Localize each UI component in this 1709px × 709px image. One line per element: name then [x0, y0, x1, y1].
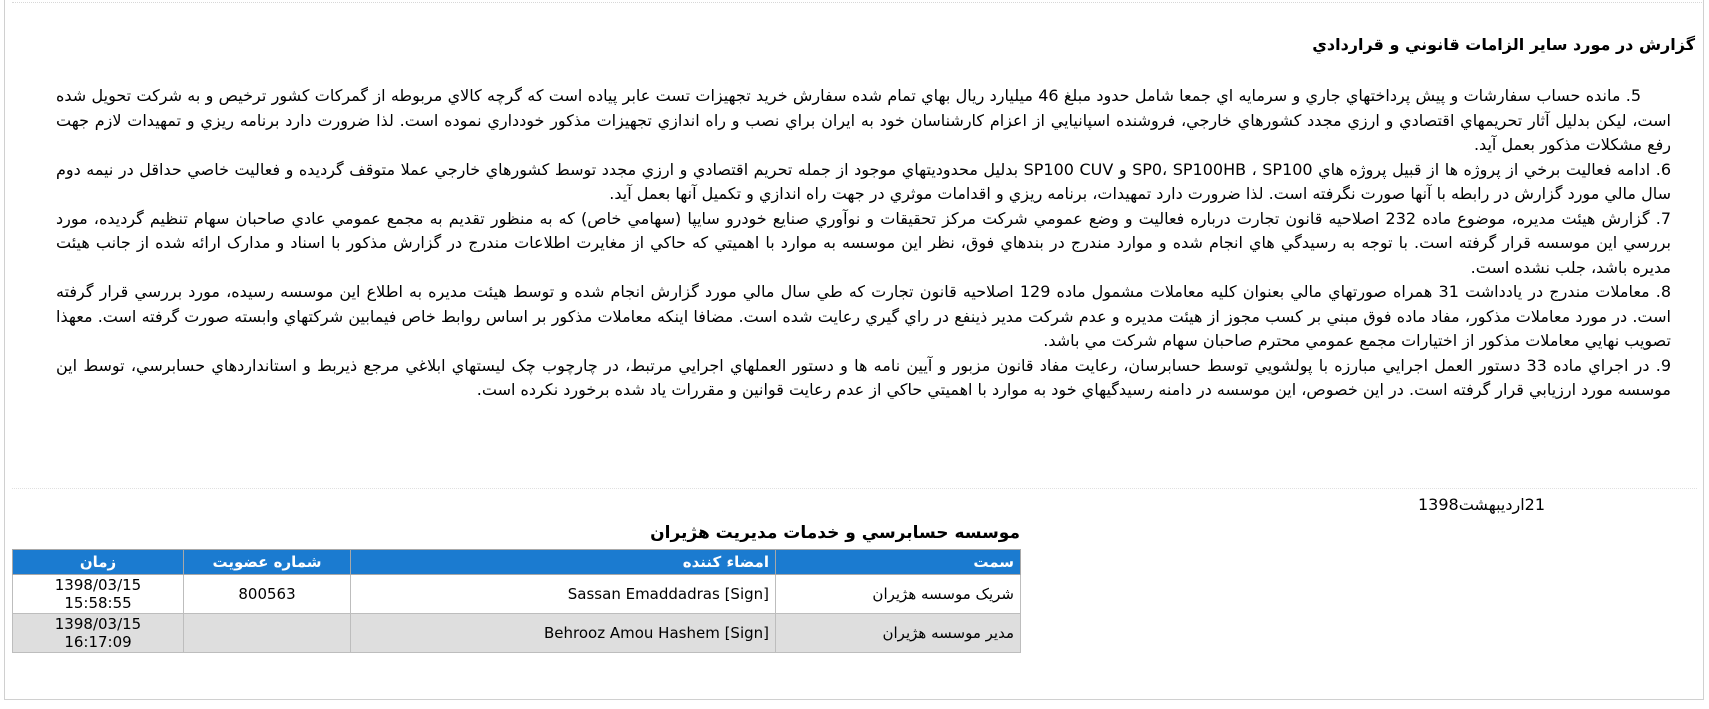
top-divider: [12, 2, 1702, 3]
column-header-role: سمت: [776, 550, 1021, 575]
paragraph-6: 6. ادامه فعاليت برخي از پروژه ها از قبيل پروژه هاي SP0، SP100HB ، SP100 و SP100 CUV بدليل محدوديتهاي موجود از جمله تحريم اقتصادي و ارزي مجدد توسط کشورهاي خارجي عملا متوقف گرديده و فعاليت خاصي حداقل در نيمه دوم سال مالي مورد گزارش در رابطه با آنها صورت نگرفته است. لذا ضرورت دارد تمهيدات، برنامه ريزي و اقدامات موثري در جهت راه اندازي و تکميل آنها بعمل آيد.: [56, 159, 1671, 203]
column-header-time: زمان: [13, 550, 184, 575]
column-header-membership: شماره عضويت: [184, 550, 351, 575]
cell-time: 1398/03/15 16:17:09: [13, 614, 184, 653]
cell-time: 1398/03/15 15:58:55: [13, 575, 184, 614]
cell-signer: Sassan Emaddadras [Sign]: [351, 575, 776, 614]
column-header-signer: امضاء کننده: [351, 550, 776, 575]
table-row: [13, 614, 1021, 653]
cell-membership: 800563: [184, 575, 351, 614]
cell-role: شريک موسسه هژيران: [776, 575, 1021, 614]
paragraph-8: 8. معاملات مندرج در يادداشت 31 همراه صورتهاي مالي بعنوان کليه معاملات مشمول ماده 129 اصلاحيه قانون تجارت که طي سال مالي مورد گزارش انجام شده و توسط هيئت مديره به اطلاع اين موسسه رسيده، مورد بررسي قرار گرفته است. در مورد معاملات مذکور، مفاد ماده فوق مبني بر کسب مجوز از هيئت مديره و عدم شرکت مدير ذينفع در راي گيري رعايت شده است. مضافا اينکه معاملات مذکور بر اساس روابط خاص فيمابين شرکتهاي وابسته صورت گرفته است. معهذا تصويب نهايي معاملات مذکور از اختيارات مجمع عمومي محترم صاحبان سهام شرکت مي باشد.: [56, 282, 1672, 350]
report-date: 21ارديبهشت1398: [1418, 495, 1546, 514]
cell-role: مدير موسسه هژيران: [776, 614, 1021, 653]
section-divider: [12, 488, 1697, 489]
audit-firm-name: موسسه حسابرسي و خدمات مديريت هژيران: [650, 523, 1020, 543]
paragraph-7: 7. گزارش هيئت مديره، موضوع ماده 232 اصلاحيه قانون تجارت درباره فعاليت و وضع عمومي شرکت مرکز تحقيقات و نوآوري صنايع خودرو سايپا (سهامي خاص) که به منظور تقديم به مجمع عمومي عادي صاحبان سهام تنظيم گرديده، مورد بررسي اين موسسه قرار گرفته است. با توجه به رسيدگي هاي انجام شده و موارد مندرج در بندهاي فوق، نظر اين موسسه به موارد با اهميتي که حاکي از مغايرت اطلاعات مندرج در گزارش مذکور با اسناد و مدارک ارائه شده از جانب هيئت مديره باشد، جلب نشده است.: [56, 208, 1672, 277]
cell-signer: Behrooz Amou Hashem [Sign]: [351, 614, 776, 653]
section-title: گزارش در مورد ساير الزامات قانوني و قراردادي: [1312, 35, 1695, 54]
table-row: [13, 575, 1021, 614]
paragraph-9: 9. در اجراي ماده 33 دستور العمل اجرايي مبارزه با پولشويي توسط حسابرسان، رعايت مفاد قانون مزبور و آيين نامه ها و دستور العملهاي اجرايي مرتبط، در چارچوب چک ليستهاي ابلاغي مرجع ذيربط و استانداردهاي حسابرسي، توسط اين موسسه مورد ارزيابي قرار گرفته است. در اين خصوص، اين موسسه در دامنه رسيدگيهاي خود به موارد با اهميتي حاکي از عدم رعايت قوانين و مقررات ياد شده برخورد نکرده است.: [56, 355, 1671, 399]
report-body: [56, 84, 1671, 403]
paragraph-5: 5. مانده حساب سفارشات و پيش پرداختهاي جاري و سرمايه اي جمعا شامل حدود مبلغ 46 ميليارد ريال بهاي تمام شده سفارش خريد تجهيزات تست عابر پياده است که گرچه کالاي مربوطه از گمرکات کشور ترخيص و به شرکت تحويل شده است، ليکن بدليل آثار تحريمهاي اقتصادي و ارزي مجدد کشورهاي خارجي، فروشنده اسپانيايي از اعزام کارشناسان خود به ايران براي نصب و راه اندازي تجهيزات مذکور خودداري نموده است. لذا ضرورت دارد برنامه ريزي و تمهيدات لازم جهت رفع مشکلات مذکور بعمل آيد.: [56, 86, 1671, 154]
table-header-row: [13, 550, 1021, 575]
cell-membership: [184, 614, 351, 653]
signatures-table: [12, 549, 1021, 653]
